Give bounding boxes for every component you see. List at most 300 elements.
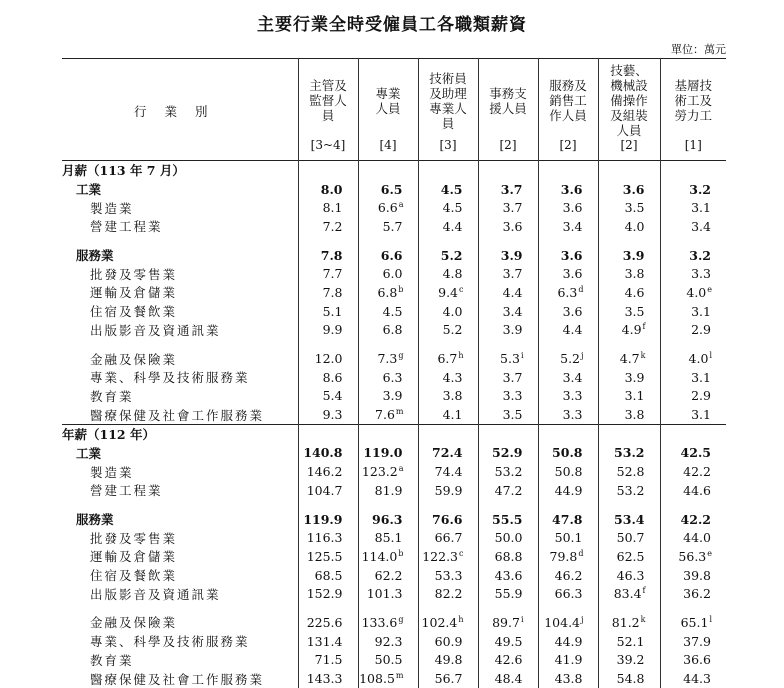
value-cell bbox=[418, 510, 478, 529]
spacer-cell bbox=[298, 500, 358, 510]
value-cell bbox=[598, 613, 660, 632]
cell-value: 9.3 bbox=[322, 407, 343, 423]
value-cell bbox=[418, 198, 478, 217]
cell-value: 44.9 bbox=[554, 633, 583, 649]
value-cell bbox=[598, 547, 660, 566]
value-cell bbox=[298, 246, 358, 265]
value-cell bbox=[598, 387, 660, 406]
value-cell bbox=[358, 405, 418, 424]
cell-value: 41.9 bbox=[554, 652, 583, 668]
value-cell bbox=[598, 405, 660, 424]
value-cell bbox=[538, 510, 598, 529]
value-cell bbox=[478, 481, 538, 500]
value-cell bbox=[660, 217, 726, 236]
col-code-2: [3] bbox=[418, 138, 478, 161]
table-row-label: 住宿及餐飲業 bbox=[90, 568, 178, 584]
value-cell bbox=[660, 349, 726, 368]
cell-value: 2.9 bbox=[691, 388, 711, 404]
value-cell bbox=[298, 584, 358, 603]
table-row-label: 運輸及倉儲業 bbox=[90, 549, 178, 565]
table-row-label: 批發及零售業 bbox=[90, 266, 178, 282]
footnote-marker: i bbox=[520, 350, 524, 360]
value-cell bbox=[298, 462, 358, 481]
spacer-cell bbox=[478, 339, 538, 349]
value-cell bbox=[538, 264, 598, 283]
cell-value: 71.5 bbox=[314, 652, 343, 668]
cell-value: 7.2 bbox=[322, 218, 343, 234]
cell-value: 4.0 bbox=[624, 218, 645, 234]
cell-value: 39.2 bbox=[616, 652, 645, 668]
table-row bbox=[62, 669, 726, 688]
table-row bbox=[62, 481, 726, 500]
table-row bbox=[62, 387, 726, 406]
value-cell bbox=[358, 632, 418, 651]
spacer-cell bbox=[598, 603, 660, 613]
cell-value: 79.8 bbox=[549, 548, 578, 564]
group-row bbox=[62, 510, 726, 529]
col-code-4: [2] bbox=[538, 138, 598, 161]
value-cell bbox=[358, 302, 418, 321]
value-cell bbox=[598, 161, 660, 180]
value-cell bbox=[298, 321, 358, 340]
cell-value: 44.3 bbox=[683, 671, 711, 687]
value-cell bbox=[538, 613, 598, 632]
value-cell bbox=[418, 528, 478, 547]
footnote-marker: g bbox=[398, 614, 404, 624]
cell-value: 55.9 bbox=[494, 586, 523, 602]
cell-value: 3.4 bbox=[562, 218, 583, 234]
cell-value: 6.5 bbox=[380, 181, 403, 197]
table-row bbox=[62, 566, 726, 585]
value-cell bbox=[478, 613, 538, 632]
value-cell bbox=[538, 217, 598, 236]
cell-value: 3.8 bbox=[442, 388, 463, 404]
cell-value: 4.6 bbox=[624, 284, 645, 300]
spacer-cell bbox=[298, 339, 358, 349]
cell-value: 5.4 bbox=[322, 388, 343, 404]
cell-value: 104.7 bbox=[306, 482, 343, 498]
cell-value: 3.1 bbox=[691, 200, 711, 216]
cell-value: 43.6 bbox=[494, 567, 523, 583]
cell-value: 68.8 bbox=[494, 548, 523, 564]
value-cell bbox=[538, 302, 598, 321]
value-cell bbox=[478, 632, 538, 651]
value-cell bbox=[538, 651, 598, 670]
spacer-cell bbox=[62, 339, 298, 349]
value-cell bbox=[660, 613, 726, 632]
col-code-1: [4] bbox=[358, 138, 418, 161]
cell-value: 49.5 bbox=[494, 633, 523, 649]
cell-value: 3.3 bbox=[562, 407, 583, 423]
value-cell bbox=[298, 302, 358, 321]
spacer-cell bbox=[418, 236, 478, 246]
cell-value: 3.4 bbox=[691, 218, 711, 234]
cell-value: 6.3 bbox=[557, 284, 578, 300]
spacer-cell bbox=[358, 339, 418, 349]
cell-value: 85.1 bbox=[374, 530, 403, 546]
footnote-marker: h bbox=[458, 614, 464, 624]
value-cell bbox=[358, 444, 418, 463]
group-row-label: 服務業 bbox=[76, 512, 114, 528]
value-cell bbox=[598, 481, 660, 500]
cell-value: 42.6 bbox=[494, 652, 523, 668]
value-cell bbox=[478, 180, 538, 199]
spacer-cell bbox=[598, 236, 660, 246]
value-cell bbox=[298, 613, 358, 632]
value-cell bbox=[298, 547, 358, 566]
spacer-cell bbox=[660, 500, 726, 510]
cell-value: 4.5 bbox=[382, 303, 403, 319]
value-cell bbox=[478, 405, 538, 424]
value-cell bbox=[358, 349, 418, 368]
spacer-row bbox=[62, 500, 726, 510]
cell-value: 44.6 bbox=[683, 482, 711, 498]
spacer-row bbox=[62, 603, 726, 613]
cell-value: 47.2 bbox=[494, 482, 523, 498]
cell-value: 9.9 bbox=[322, 322, 343, 338]
cell-value: 60.9 bbox=[434, 633, 463, 649]
cell-value: 108.5 bbox=[359, 671, 395, 687]
cell-value: 6.3 bbox=[382, 369, 403, 385]
value-cell bbox=[358, 462, 418, 481]
footnote-marker: c bbox=[459, 284, 464, 294]
value-cell bbox=[418, 161, 478, 180]
cell-value: 4.3 bbox=[442, 369, 463, 385]
cell-value: 114.0 bbox=[361, 548, 398, 564]
cell-value: 3.1 bbox=[691, 369, 711, 385]
cell-value: 101.3 bbox=[366, 586, 403, 602]
value-cell bbox=[538, 547, 598, 566]
value-cell bbox=[358, 161, 418, 180]
value-cell bbox=[660, 405, 726, 424]
cell-value: 50.7 bbox=[616, 530, 645, 546]
value-cell bbox=[598, 669, 660, 688]
value-cell bbox=[598, 246, 660, 265]
cell-value: 74.4 bbox=[434, 464, 463, 480]
spacer-cell bbox=[598, 339, 660, 349]
cell-value: 50.1 bbox=[554, 530, 583, 546]
value-cell bbox=[598, 321, 660, 340]
cell-value: 3.6 bbox=[502, 218, 523, 234]
footnote-marker: i bbox=[520, 614, 524, 624]
spacer-cell bbox=[538, 236, 598, 246]
value-cell bbox=[538, 198, 598, 217]
table-row bbox=[62, 283, 726, 302]
col-header-0: 主管及監督人員 bbox=[298, 59, 358, 139]
cell-value: 119.0 bbox=[363, 445, 403, 461]
table-row-label: 醫療保健及社會工作服務業 bbox=[90, 671, 265, 687]
cell-value: 3.8 bbox=[624, 407, 645, 423]
cell-value: 6.6 bbox=[377, 200, 398, 216]
footnote-marker: b bbox=[398, 284, 404, 294]
value-cell bbox=[478, 444, 538, 463]
footnote-marker: d bbox=[578, 548, 584, 558]
cell-value: 3.9 bbox=[624, 369, 645, 385]
spacer-cell bbox=[62, 236, 298, 246]
cell-value: 81.9 bbox=[374, 482, 403, 498]
col-header-4: 服務及銷售工作人員 bbox=[538, 59, 598, 139]
cell-value: 152.9 bbox=[306, 586, 343, 602]
col-code-5: [2] bbox=[598, 138, 660, 161]
footnote-marker: a bbox=[398, 200, 404, 210]
cell-value: 6.6 bbox=[380, 247, 403, 263]
value-cell bbox=[478, 161, 538, 180]
cell-value: 52.1 bbox=[616, 633, 645, 649]
value-cell bbox=[598, 510, 660, 529]
spacer-cell bbox=[358, 603, 418, 613]
value-cell bbox=[478, 321, 538, 340]
group-row-label: 工業 bbox=[76, 182, 102, 198]
value-cell bbox=[358, 180, 418, 199]
value-cell bbox=[538, 632, 598, 651]
value-cell bbox=[598, 217, 660, 236]
value-cell bbox=[358, 481, 418, 500]
cell-value: 4.9 bbox=[621, 322, 642, 338]
cell-value: 4.1 bbox=[442, 407, 463, 423]
spacer-cell bbox=[62, 500, 298, 510]
cell-value: 5.2 bbox=[560, 351, 581, 367]
value-cell bbox=[418, 349, 478, 368]
value-cell bbox=[298, 566, 358, 585]
cell-value: 66.7 bbox=[434, 530, 463, 546]
cell-value: 5.7 bbox=[382, 218, 403, 234]
value-cell bbox=[538, 321, 598, 340]
footnote-marker: f bbox=[642, 586, 646, 596]
salary-table bbox=[62, 58, 726, 688]
spacer-row bbox=[62, 339, 726, 349]
table-row-label: 醫療保健及社會工作服務業 bbox=[90, 407, 265, 423]
row-label-header: 行業別 bbox=[133, 104, 226, 119]
value-cell bbox=[418, 584, 478, 603]
value-cell bbox=[660, 528, 726, 547]
spacer-cell bbox=[358, 236, 418, 246]
value-cell bbox=[478, 510, 538, 529]
footnote-marker: f bbox=[642, 322, 646, 332]
value-cell bbox=[538, 387, 598, 406]
cell-value: 7.6 bbox=[375, 407, 395, 423]
spacer-cell bbox=[62, 603, 298, 613]
value-cell bbox=[478, 198, 538, 217]
value-cell bbox=[538, 566, 598, 585]
footnote-marker: c bbox=[459, 548, 464, 558]
cell-value: 3.6 bbox=[562, 200, 583, 216]
value-cell bbox=[298, 651, 358, 670]
value-cell bbox=[298, 368, 358, 387]
value-cell bbox=[660, 584, 726, 603]
cell-value: 47.8 bbox=[552, 511, 583, 527]
value-cell bbox=[660, 246, 726, 265]
cell-value: 122.3 bbox=[422, 548, 459, 564]
value-cell bbox=[418, 283, 478, 302]
value-cell bbox=[478, 584, 538, 603]
cell-value: 6.8 bbox=[377, 284, 398, 300]
cell-value: 3.1 bbox=[624, 388, 645, 404]
cell-value: 53.2 bbox=[614, 445, 645, 461]
cell-value: 5.2 bbox=[440, 247, 463, 263]
table-row-label: 製造業 bbox=[90, 200, 134, 216]
spacer-cell bbox=[418, 500, 478, 510]
cell-value: 49.8 bbox=[434, 652, 463, 668]
table-row bbox=[62, 321, 726, 340]
cell-value: 52.9 bbox=[492, 445, 523, 461]
value-cell bbox=[598, 444, 660, 463]
cell-value: 76.6 bbox=[432, 511, 463, 527]
value-cell bbox=[660, 669, 726, 688]
value-cell bbox=[358, 246, 418, 265]
cell-value: 3.9 bbox=[502, 322, 523, 338]
table-row-label: 住宿及餐飲業 bbox=[90, 304, 178, 320]
cell-value: 119.9 bbox=[303, 511, 343, 527]
value-cell bbox=[478, 669, 538, 688]
col-header-1: 專業人員 bbox=[358, 59, 418, 139]
cell-value: 48.4 bbox=[494, 671, 523, 687]
value-cell bbox=[298, 510, 358, 529]
spacer-cell bbox=[660, 236, 726, 246]
value-cell bbox=[598, 651, 660, 670]
footnote-marker: h bbox=[458, 350, 464, 360]
spacer-cell bbox=[660, 603, 726, 613]
table-row-label: 製造業 bbox=[90, 464, 134, 480]
cell-value: 3.1 bbox=[691, 303, 711, 319]
value-cell bbox=[298, 424, 358, 443]
section-row-label: 年薪（112 年） bbox=[62, 424, 298, 443]
cell-value: 7.3 bbox=[377, 351, 398, 367]
spacer-cell bbox=[298, 236, 358, 246]
value-cell bbox=[418, 405, 478, 424]
value-cell bbox=[298, 481, 358, 500]
spacer-cell bbox=[478, 500, 538, 510]
table-row-label: 運輸及倉儲業 bbox=[90, 285, 178, 301]
cell-value: 4.7 bbox=[619, 351, 640, 367]
footnote-marker: e bbox=[707, 548, 712, 558]
value-cell bbox=[418, 246, 478, 265]
table-row bbox=[62, 547, 726, 566]
value-cell bbox=[598, 584, 660, 603]
cell-value: 8.0 bbox=[320, 181, 343, 197]
table-row-label: 出版影音及資通訊業 bbox=[90, 586, 221, 602]
footnote-marker: j bbox=[581, 350, 584, 360]
footnote-marker: m bbox=[395, 670, 404, 680]
table-row-label: 專業、科學及技術服務業 bbox=[90, 370, 250, 386]
col-header-6: 基層技術工及勞力工 bbox=[660, 59, 726, 139]
value-cell bbox=[418, 368, 478, 387]
group-row bbox=[62, 180, 726, 199]
table-row bbox=[62, 264, 726, 283]
cell-value: 133.6 bbox=[361, 614, 398, 630]
value-cell bbox=[660, 444, 726, 463]
footnote-marker: b bbox=[398, 548, 404, 558]
spacer-cell bbox=[478, 236, 538, 246]
group-row bbox=[62, 246, 726, 265]
value-cell bbox=[298, 405, 358, 424]
col-header-5: 技藝、機械設備操作及組裝人員 bbox=[598, 59, 660, 139]
value-cell bbox=[598, 198, 660, 217]
value-cell bbox=[418, 264, 478, 283]
value-cell bbox=[660, 481, 726, 500]
cell-value: 42.2 bbox=[683, 464, 711, 480]
spacer-cell bbox=[358, 500, 418, 510]
cell-value: 6.8 bbox=[382, 322, 403, 338]
cell-value: 131.4 bbox=[306, 633, 343, 649]
value-cell bbox=[478, 349, 538, 368]
footnote-marker: g bbox=[398, 350, 404, 360]
cell-value: 53.3 bbox=[434, 567, 463, 583]
value-cell bbox=[478, 651, 538, 670]
cell-value: 53.2 bbox=[616, 482, 645, 498]
value-cell bbox=[538, 669, 598, 688]
value-cell bbox=[538, 246, 598, 265]
value-cell bbox=[298, 198, 358, 217]
cell-value: 3.3 bbox=[691, 266, 711, 282]
value-cell bbox=[358, 368, 418, 387]
value-cell bbox=[298, 283, 358, 302]
cell-value: 42.5 bbox=[680, 445, 711, 461]
cell-value: 39.8 bbox=[683, 567, 711, 583]
value-cell bbox=[298, 161, 358, 180]
value-cell bbox=[358, 264, 418, 283]
cell-value: 225.6 bbox=[306, 614, 343, 630]
table-row-label: 出版影音及資通訊業 bbox=[90, 322, 221, 338]
value-cell bbox=[660, 510, 726, 529]
cell-value: 3.6 bbox=[562, 303, 583, 319]
value-cell bbox=[418, 613, 478, 632]
value-cell bbox=[478, 387, 538, 406]
table-row bbox=[62, 462, 726, 481]
cell-value: 12.0 bbox=[314, 351, 343, 367]
value-cell bbox=[598, 264, 660, 283]
table-row-label: 專業、科學及技術服務業 bbox=[90, 634, 250, 650]
table-row-label: 教育業 bbox=[90, 652, 134, 668]
cell-value: 59.9 bbox=[434, 482, 463, 498]
cell-value: 65.1 bbox=[680, 614, 709, 630]
cell-value: 56.7 bbox=[434, 671, 463, 687]
value-cell bbox=[598, 349, 660, 368]
value-cell bbox=[660, 368, 726, 387]
value-cell bbox=[478, 547, 538, 566]
footnote-marker: l bbox=[709, 614, 712, 624]
cell-value: 116.3 bbox=[306, 530, 343, 546]
value-cell bbox=[660, 321, 726, 340]
section-row-label: 月薪（113 年 7 月） bbox=[62, 163, 185, 179]
cell-value: 53.4 bbox=[614, 511, 645, 527]
footnote-marker: e bbox=[707, 284, 712, 294]
cell-value: 89.7 bbox=[492, 614, 520, 630]
value-cell bbox=[358, 321, 418, 340]
cell-value: 53.2 bbox=[494, 464, 523, 480]
cell-value: 3.7 bbox=[502, 200, 523, 216]
value-cell bbox=[538, 444, 598, 463]
cell-value: 3.7 bbox=[500, 181, 523, 197]
cell-value: 36.2 bbox=[683, 586, 711, 602]
value-cell bbox=[660, 651, 726, 670]
cell-value: 37.9 bbox=[683, 633, 711, 649]
cell-value: 8.1 bbox=[322, 200, 343, 216]
value-cell bbox=[478, 246, 538, 265]
cell-value: 50.5 bbox=[374, 652, 403, 668]
cell-value: 5.1 bbox=[322, 303, 343, 319]
cell-value: 9.4 bbox=[438, 284, 459, 300]
cell-value: 50.0 bbox=[494, 530, 523, 546]
cell-value: 4.4 bbox=[442, 218, 463, 234]
value-cell bbox=[358, 387, 418, 406]
cell-value: 56.3 bbox=[678, 548, 707, 564]
value-cell bbox=[538, 180, 598, 199]
value-cell bbox=[478, 283, 538, 302]
footnote-marker: m bbox=[395, 406, 404, 416]
cell-value: 123.2 bbox=[361, 464, 398, 480]
footnote-marker: a bbox=[398, 464, 404, 473]
spacer-cell bbox=[538, 339, 598, 349]
